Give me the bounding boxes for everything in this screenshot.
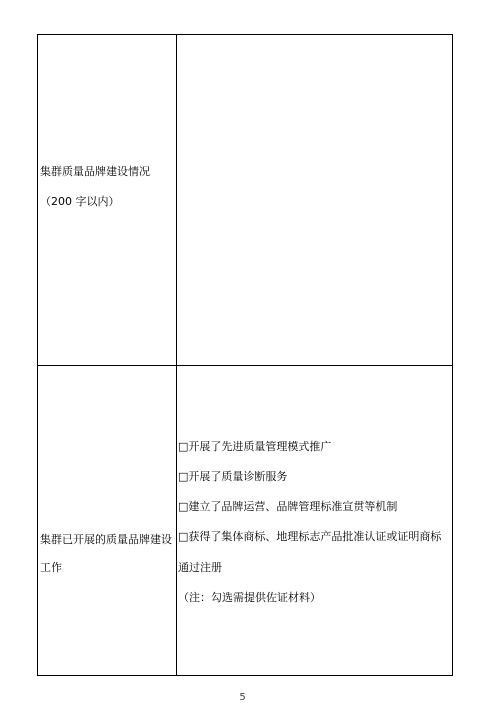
evidence-note: （注：勾选需提供佐证材料） (178, 591, 321, 604)
option-brand-operation-mechanism[interactable]: □建立了品牌运营、品牌管理标准宣贯等机制 (178, 500, 398, 513)
page-number: 5 (239, 692, 246, 703)
quality-brand-status-label-cell (38, 35, 177, 365)
quality-brand-work-label-cont: 工作 (40, 561, 62, 574)
quality-brand-status-input-cell[interactable] (177, 35, 452, 365)
option-quality-diagnosis-service[interactable]: □开展了质量诊断服务 (178, 470, 288, 483)
word-limit-note: （200 字以内） (40, 195, 120, 208)
option-quality-management-promotion[interactable]: □开展了先进质量管理模式推广 (178, 440, 332, 453)
quality-brand-work-row (38, 366, 452, 675)
option-collective-trademark-cont: 通过注册 (178, 561, 222, 574)
quality-brand-work-options-cell (177, 366, 452, 675)
quality-brand-status-row (38, 35, 452, 366)
form-table (37, 34, 453, 676)
quality-brand-status-label: 集群质量品牌建设情况 (40, 165, 150, 178)
option-collective-trademark[interactable]: □获得了集体商标、地理标志产品批准认证或证明商标 (178, 530, 442, 543)
quality-brand-work-label: 集群已开展的质量品牌建设 (40, 533, 172, 546)
quality-brand-work-label-cell (38, 366, 177, 675)
